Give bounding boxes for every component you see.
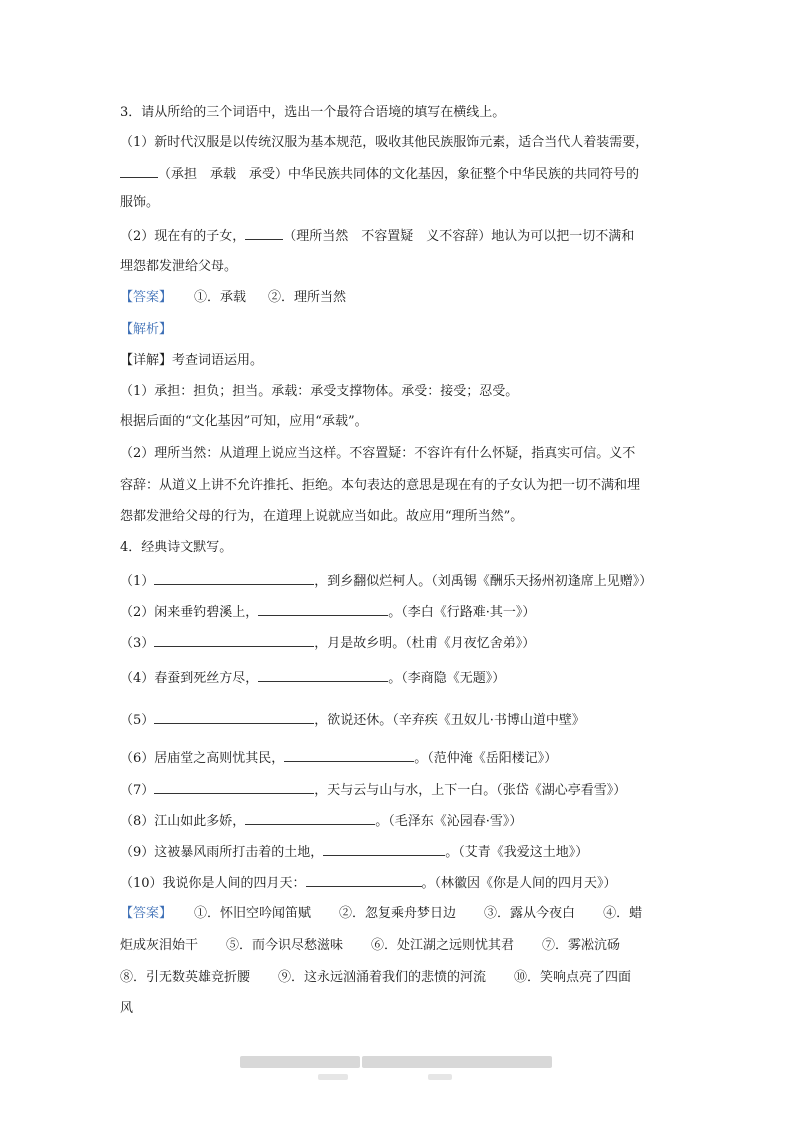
q3-detail: 【详解】考查词语运用。 [120,353,264,368]
q4-item-2 [120,602,535,622]
q4-item-post: 。（李白《行路难·其一》） [388,605,536,620]
footer-watermark [318,1074,348,1080]
q4-item-pre: （9）这被暴风雨所打击着的土地， [120,845,324,860]
q4-item-pre: （2）闲来垂钓碧溪上， [120,605,259,620]
q3-p2-pre: （2）现在有的子女， [120,229,246,244]
q4-item-pre: （3） [120,636,155,651]
q4-answer: ①．怀旧空吟闻笛赋 [194,906,312,921]
q4-item-3 [120,633,535,653]
q4-answer: ⑥．处江湖之远则忧其君 [371,938,515,953]
q4-item-pre: （6）居庙堂之高则忧其民， [120,751,285,766]
blank-line[interactable] [245,226,283,240]
blank-line[interactable] [323,842,445,856]
q3-detail-3: （2）理所当然：从道理上说应当这样。不容置疑：不容许有什么怀疑，指真实可信。义不 [120,446,636,461]
q3-detail-5: 怨都发泄给父母的行为，在道理上说就应当如此。故应用“理所当然”。 [120,509,524,524]
q4-item-1 [120,571,652,591]
q4-item-post: ，天与云与山与水，上下一白。（张岱《湖心亭看雪》） [314,783,627,798]
q4-item-4 [120,668,505,688]
q3-detail-2: 根据后面的“文化基因”可知，应用“承载”。 [120,414,368,429]
footer-watermark [428,1074,452,1080]
q4-answer-line-3 [120,969,631,987]
q3-detail-1: （1）承担：担负；担当。承载：承受支撑物体。承受：接受；忍受。 [120,384,519,399]
answer-tag: 【答案】 [120,290,173,305]
footer-watermark [362,1056,552,1068]
blank-line[interactable] [284,748,414,762]
q4-item-post: 。（毛泽东《沁园春·雪》） [375,814,523,829]
q4-answer: ④．蜡 [603,906,643,921]
answer-tag: 【答案】 [120,906,173,921]
q4-item-post: 。（李商隐《无题》） [388,671,506,686]
q3-answer-2: ②．理所当然 [268,290,347,305]
q4-answer-line-2 [120,937,620,955]
q3-title: 3．请从所给的三个词语中，选出一个最符合语境的填写在横线上。 [120,105,506,120]
q4-item-pre: （7） [120,783,155,798]
q4-item-5 [120,710,585,730]
blank-line[interactable] [154,633,314,647]
q4-item-pre: （10）我说你是人间的四月天： [120,876,306,891]
q4-item-6 [120,748,557,768]
q4-answer: ⑧．引无数英雄竞折腰 [120,970,251,985]
q4-title: 4．经典诗文默写。 [120,540,233,555]
q4-item-10 [120,873,617,893]
q3-p2-line1 [120,226,634,246]
q4-item-post: ，月是故乡明。（杜甫《月夜忆舍弟》） [314,636,536,651]
q3-p2-line2: 埋怨都发泄给父母。 [120,259,238,274]
q4-item-post: 。（艾青《我爱这土地》） [445,845,589,860]
q4-item-9 [120,842,588,862]
q4-item-post: ，欲说还休。（辛弃疾《丑奴儿·书博山道中壁》 [314,713,585,728]
q4-answer: 炬成灰泪始干 [120,938,199,953]
q4-answer-line-4: 风 [120,1001,134,1016]
q3-p1-line1: （1）新时代汉服是以传统汉服为基本规范，吸收其他民族服饰元素，适合当代人着装需要， [120,135,649,150]
blank-line[interactable] [258,668,388,682]
blank-line[interactable] [306,873,422,887]
q3-detail-4: 容辞：从道义上讲不允许推托、拒绝。本句表达的意思是现在有的子女认为把一切不满和埋 [120,478,641,493]
blank-line[interactable] [245,811,375,825]
blank-line[interactable] [154,571,314,585]
q4-item-7 [120,780,626,800]
q3-p2-post: （理所当然 不容置疑 义不容辞）地认为可以把一切不满和 [283,229,635,244]
q4-answer-line-1 [120,905,642,923]
q4-answer: ⑩．笑响点亮了四面 [514,970,632,985]
q4-item-pre: （5） [120,713,155,728]
blank-line[interactable] [154,710,314,724]
blank-line[interactable] [154,780,314,794]
q4-item-post: ，到乡翻似烂柯人。（刘禹锡《酬乐天扬州初逢席上见赠》） [314,574,653,589]
blank-line[interactable] [120,164,158,178]
q4-answer: ⑤．而今识尽愁滋味 [226,938,344,953]
q4-item-pre: （8）江山如此多娇， [120,814,246,829]
q3-p1-options: （承担 承载 承受）中华民族共同体的文化基因，象征整个中华民族的共同符号的 [158,167,640,182]
q4-item-post: 。（范仲淹《岳阳楼记》） [414,751,558,766]
q3-answer [120,289,346,307]
footer-watermark [240,1056,360,1068]
q4-item-8 [120,811,522,831]
analysis-tag: 【解析】 [120,322,173,337]
q4-answer: ③．露从今夜白 [484,906,576,921]
q4-answer: ②．忽复乘舟梦日边 [339,906,457,921]
blank-line[interactable] [258,602,388,616]
q3-p1-line2 [120,164,639,184]
q3-answer-1: ①．承载 [194,290,247,305]
q3-p1-line3: 服饰。 [120,195,160,210]
q4-answer: ⑦．雾凇沆砀 [542,938,621,953]
q4-item-post: 。（林徽因《你是人间的四月天》） [421,876,617,891]
q4-answer: ⑨．这永远汹涌着我们的悲愤的河流 [278,970,487,985]
q4-item-pre: （4）春蚕到死丝方尽， [120,671,259,686]
q4-item-pre: （1） [120,574,155,589]
